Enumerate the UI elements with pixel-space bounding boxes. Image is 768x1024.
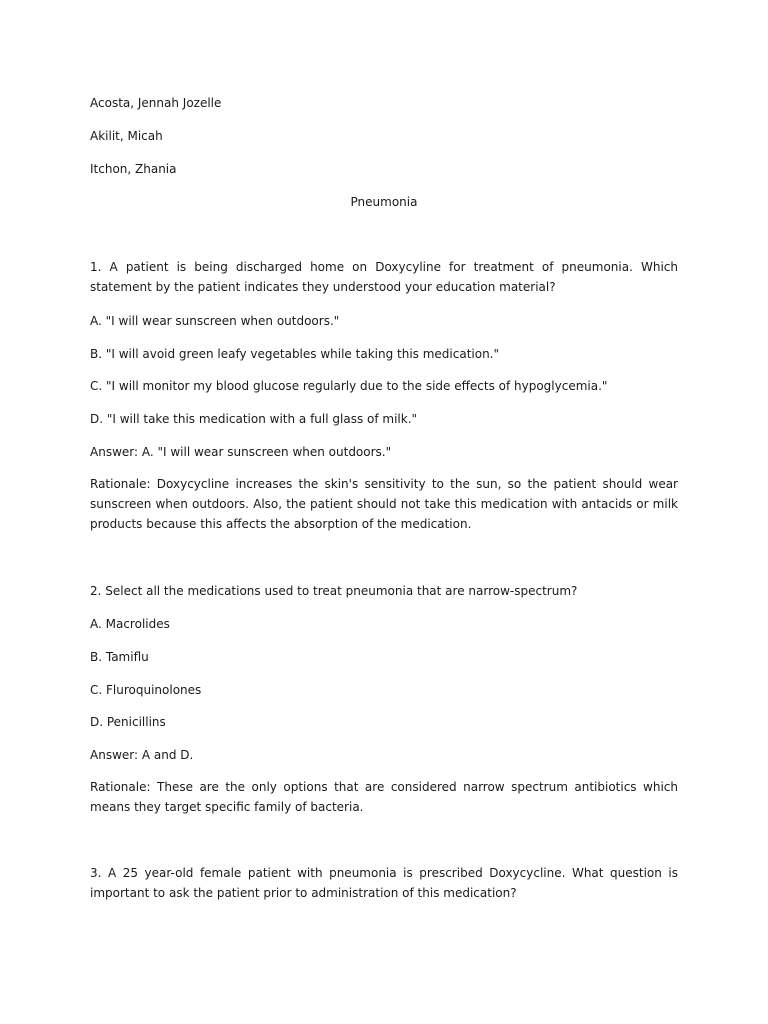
answer-option: C. Fluroquinolones (90, 683, 202, 697)
answer-option: B. "I will avoid green leafy vegetables while taking this medication." (90, 347, 500, 361)
answer-option: D. "I will take this medication with a full glass of milk." (90, 412, 418, 426)
answer-option: A. Macrolides (90, 617, 170, 631)
rationale-text: Rationale: Doxycycline increases the skin's sensitivity to the sun, so the patient should wear sunscreen when outdoors. Also, the patient should not take this medication with antacids or milk products because this affects the absorption of the medication. (90, 477, 678, 531)
answer-option: A. "I will wear sunscreen when outdoors." (90, 314, 340, 328)
answer-option: D. Penicillins (90, 715, 166, 729)
question-text: 1. A patient is being discharged home on Doxycyline for treatment of pneumonia. Which statement by the patient indicates they understood your education material? (90, 260, 678, 294)
question-text: 2. Select all the medications used to treat pneumonia that are narrow-spectrum? (90, 584, 578, 598)
answer-option: C. "I will monitor my blood glucose regularly due to the side effects of hypoglycemia." (90, 379, 608, 393)
author-name: Itchon, Zhania (90, 162, 177, 176)
document-title: Pneumonia (350, 195, 418, 209)
author-name: Acosta, Jennah Jozelle (90, 96, 222, 110)
answer-text: Answer: A and D. (90, 748, 194, 762)
answer-text: Answer: A. "I will wear sunscreen when outdoors." (90, 445, 392, 459)
answer-option: B. Tamiflu (90, 650, 149, 664)
question-text: 3. A 25 year-old female patient with pneumonia is prescribed Doxycycline. What question is important to ask the patient prior to administration of this medication? (90, 866, 678, 900)
rationale-text: Rationale: These are the only options that are considered narrow spectrum antibiotics which means they target specific family of bacteria. (90, 780, 678, 814)
author-name: Akilit, Micah (90, 129, 163, 143)
